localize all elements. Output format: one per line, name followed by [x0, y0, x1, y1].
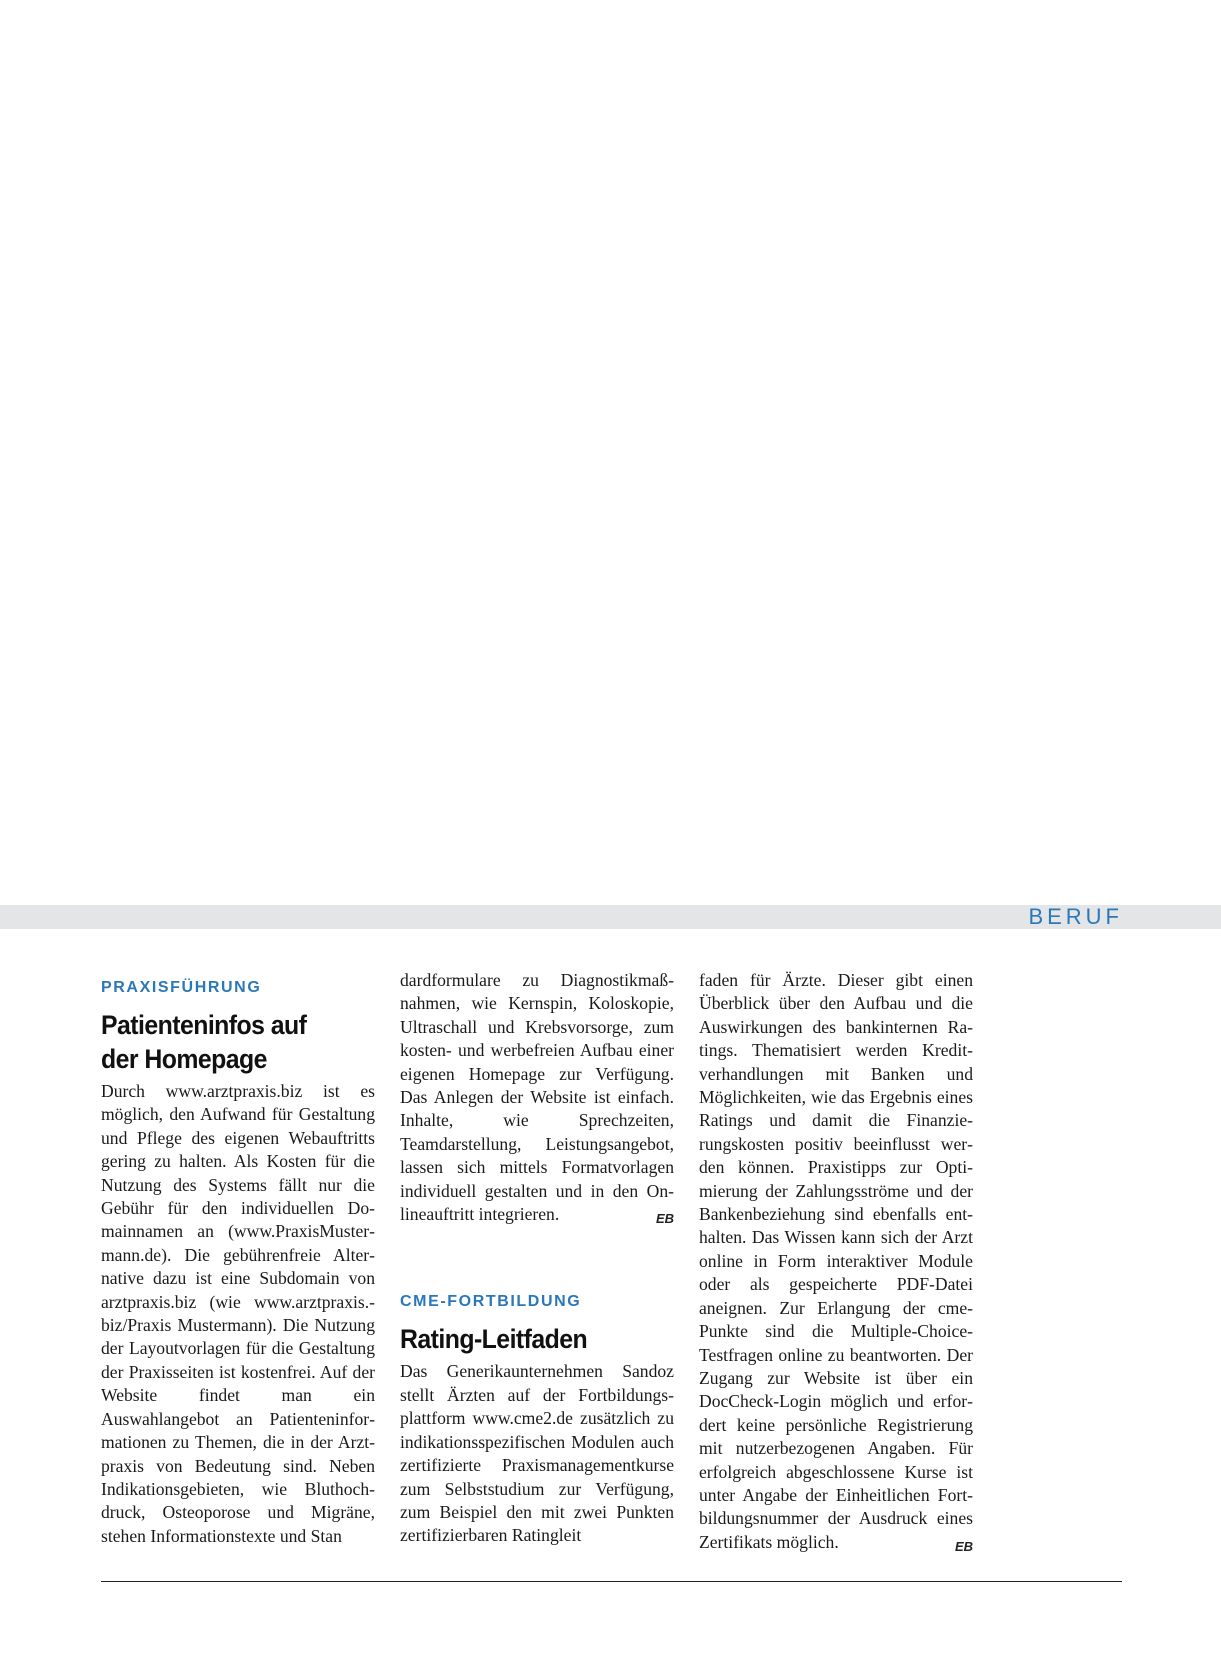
article1-body-part2 — [400, 969, 674, 1226]
article1-author: EB — [655, 1211, 674, 1227]
section-header-bar — [0, 905, 1221, 929]
article1-body-part2-text: dardformulare zu Diagnostikmaßnahmen, wie Kernspin, Koloskopie, Ultraschall und Krebsvorsorge, zum kosten- und werbefreien Aufbau einer eigenen Homepage zur Verfügung. Das Anlegen der Website ist einfach. Inhalte, wie Sprechzeiten, Teamdarstellung, Leistungsangebot, lassen sich mittels Formatvorlagen individuell gestalten und in den Onlineauftritt integrieren. — [400, 970, 674, 1225]
bottom-rule — [101, 1581, 1122, 1582]
article1-body-part1: Durch www.arztpraxis.biz ist es möglich, den Aufwand für Gestaltung und Pflege des eigenen Webauftritts gering zu halten. Als Kosten für die Nutzung des Systems fällt nur die Gebühr für den individuellen Domainnamen an (www.PraxisMustermann.de). Die gebührenfreie Alternative dazu ist eine Subdomain von arztpraxis.biz (wie www.arztpraxis.biz/Praxis Mustermann). Die Nutzung der Layoutvorlagen für die Gestaltung der Praxisseiten ist kostenfrei. Auf der Website findet man ein Auswahlangebot an Patienteninformationen zu Themen, die in der Arztpraxis von Bedeutung sind. Neben Indikationsgebieten, wie Bluthochdruck, Osteoporose und Migräne, stehen Informationstexte und Stan — [101, 1081, 375, 1546]
article-separator — [400, 1226, 674, 1284]
section-label: BERUF — [1028, 904, 1123, 929]
article1-title-line1: Patienteninfos auf — [101, 1010, 307, 1040]
column-2 — [400, 969, 674, 1548]
article2-author: EB — [954, 1538, 973, 1554]
article2-kicker: CME-FORTBILDUNG — [400, 1293, 582, 1311]
column-3 — [699, 969, 973, 1558]
article1-kicker: PRAXISFÜHRUNG — [101, 979, 262, 996]
article2-body-part1: Das Generikaunternehmen Sandoz stellt Ärzten auf der Fortbildungsplattform www.cme2.de zusätzlich zu indikationsspezifischen Modulen auch zertifizierte Praxismanagementkurse zum Selbststudium zur Verfügung, zum Beispiel den mit zwei Punkten zertifizierbaren Ratingleit — [400, 1361, 674, 1546]
article2-title: Rating-Leitfaden — [400, 1324, 588, 1355]
column-1 — [101, 970, 375, 1548]
article1-title-line2: der Homepage — [101, 1044, 267, 1074]
article1-title — [101, 1008, 353, 1076]
article2-body-part2-text: faden für Ärzte. Dieser gibt einen Überblick über den Aufbau und die Auswirkungen des bankinternen Ratings. Thematisiert werden Kreditverhandlungen mit Banken und Möglichkeiten, wie das Ergebnis eines Ratings und damit die Finanzierungskosten positiv beeinflusst werden können. Praxistipps zur Optimierung der Zahlungsströme und der Bankenbeziehung sind ebenfalls enthalten. Das Wissen kann sich der Arzt online in Form interaktiver Module oder als gespeicherte PDF-Datei aneignen. Zur Erlangung der cme-Punkte sind die Multiple-Choice-Testfragen online zu beantworten. Der Zugang zur Website ist über ein DocCheck-Login möglich und erfordert keine persönliche Registrierung mit nutzerbezogenen Angaben. Für erfolgreich abgeschlossene Kurse ist unter Angabe der Einheitlichen Fortbildungsnummer der Ausdruck eines Zertifikats möglich. — [699, 970, 973, 1552]
article2-body-part2 — [699, 969, 973, 1554]
